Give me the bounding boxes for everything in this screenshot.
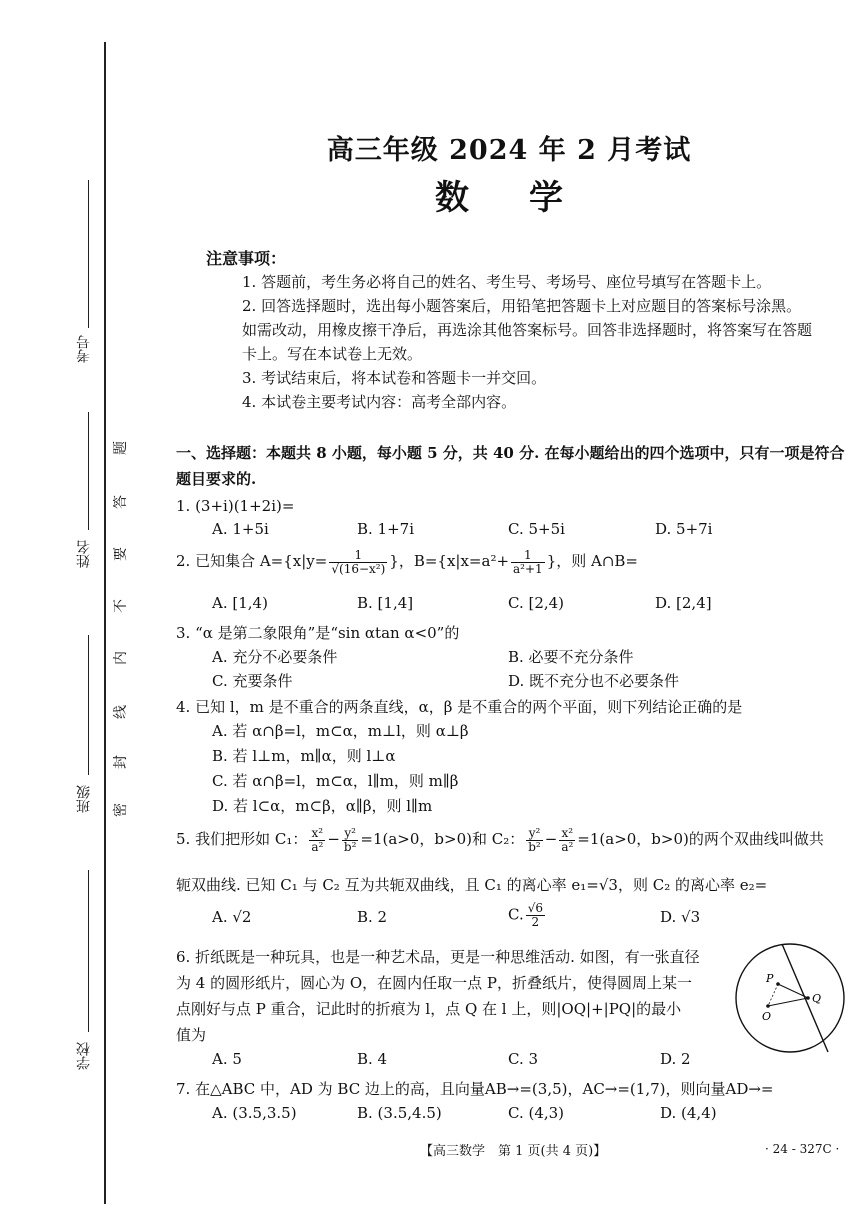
- question-3-stem: 3. “α 是第二象限角”是“sin αtan α<0”的: [176, 624, 460, 642]
- q5-stem-c: =1(a>0，b>0)的两个双曲线叫做共: [577, 830, 824, 848]
- name-label: 姓名: [76, 540, 92, 568]
- q5-stem-a: 5. 我们把形如 C₁：: [176, 830, 308, 848]
- option-c: C. 5+5i: [508, 520, 565, 538]
- folding-circle-figure: [734, 940, 846, 1056]
- option-c-fraction: [526, 902, 545, 929]
- school-line: [88, 870, 89, 1032]
- notice-heading: 注意事项：: [206, 249, 287, 268]
- q5-minus: −: [327, 830, 340, 848]
- q5-frac-den: a²: [311, 839, 324, 854]
- option-a: A. √2: [212, 908, 252, 926]
- q2-frac2-num: 1: [511, 549, 545, 563]
- option-b: B. (3.5,4.5): [357, 1104, 442, 1122]
- question-6-stem: [176, 944, 736, 1048]
- option-a: A. 1+5i: [212, 520, 269, 538]
- class-label: 班级: [76, 785, 92, 813]
- q6-line-3: 点刚好与点 P 重合，记此时的折痕为 l，点 Q 在 l 上，则|OQ|+|PQ|的最小: [176, 1000, 682, 1018]
- subject-title: 数学: [435, 178, 623, 218]
- label-o: O: [762, 1010, 772, 1023]
- option-b: B. 必要不充分条件: [508, 648, 634, 666]
- segment-pq: [778, 984, 808, 998]
- q5-fraction: [526, 827, 543, 854]
- notice-item-1: 1. 答题前，考生务必将自己的姓名、考生号、考场号、座位号填写在答题卡上。: [242, 273, 772, 291]
- option-a: A. 5: [212, 1050, 242, 1068]
- q6-line-2: 为 4 的圆形纸片，圆心为 O，在圆内任取一点 P，折叠纸片，使得圆周上某一: [176, 974, 693, 992]
- option-d: D. (4,4): [660, 1104, 717, 1122]
- question-2-stem: [176, 548, 856, 576]
- q5-frac-num: x²: [309, 827, 325, 841]
- option-c-den: 2: [531, 915, 540, 929]
- point-o: [766, 1004, 770, 1008]
- seal-char: 答: [113, 495, 129, 509]
- option-b: B. 2: [357, 908, 388, 926]
- q2-fraction-2: [511, 549, 545, 576]
- option-b: B. 4: [357, 1050, 388, 1068]
- point-p: [776, 982, 780, 986]
- q2-fraction-1: [329, 549, 387, 576]
- point-q: [806, 996, 810, 1000]
- question-5-line-2: 轭双曲线. 已知 C₁ 与 C₂ 互为共轭双曲线，且 C₁ 的离心率 e₁=√3，则 C₂ 的离心率 e₂=: [176, 876, 768, 894]
- q5-frac-den: b²: [528, 839, 541, 854]
- option-d: D. [2,4]: [655, 594, 712, 612]
- q5-fraction: [342, 827, 359, 854]
- option-b: B. 1+7i: [357, 520, 415, 538]
- question-5-stem: [176, 826, 856, 854]
- q5-stem-b: =1(a>0，b>0)和 C₂：: [360, 830, 525, 848]
- q5-frac-den: b²: [343, 839, 357, 854]
- q2-frac1-den: √(16−x²): [331, 561, 386, 576]
- option-d: D. √3: [660, 908, 701, 926]
- option-d: D. 既不充分也不必要条件: [508, 672, 680, 690]
- segment-po: [768, 984, 778, 1006]
- paper-code: · 24 - 327C ·: [765, 1142, 840, 1156]
- label-q: Q: [812, 992, 822, 1005]
- question-4-stem: 4. 已知 l，m 是不重合的两条直线，α，β 是不重合的两个平面，则下列结论正确的是: [176, 698, 743, 716]
- option-a: A. (3.5,3.5): [212, 1104, 297, 1122]
- seal-char: 要: [113, 547, 129, 561]
- notice-item-4: 4. 本试卷主要考试内容：高考全部内容。: [242, 393, 517, 411]
- option-c: C. 3: [508, 1050, 539, 1068]
- q6-line-1: 6. 折纸既是一种玩具，也是一种艺术品，更是一种思维活动. 如图，有一张直径: [176, 948, 700, 966]
- option-b: B. [1,4]: [357, 594, 414, 612]
- notice-item-3: 3. 考试结束后，将本试卷和答题卡一并交回。: [242, 369, 547, 387]
- q5-frac-den: a²: [561, 839, 574, 854]
- label-p: P: [766, 972, 774, 985]
- option-b: B. 若 l⊥m，m∥α，则 l⊥α: [212, 747, 396, 765]
- q2-stem-a: 2. 已知集合 A={x|y=: [176, 552, 328, 570]
- segment-oq: [768, 998, 808, 1006]
- crease-line: [782, 944, 828, 1052]
- q2-frac2-den: a²+1: [513, 561, 543, 576]
- question-1-stem: 1. (3+i)(1+2i)=: [176, 497, 295, 515]
- option-c: C. (4,3): [508, 1104, 565, 1122]
- seal-char: 内: [113, 651, 129, 665]
- page-footer: 【高三数学 第 1 页(共 4 页)】: [420, 1144, 607, 1159]
- exam-title: 高三年级 2024 年 2 月考试: [326, 135, 692, 166]
- option-c: C. 充要条件: [212, 672, 293, 690]
- exam-no-label: 考号: [76, 335, 92, 363]
- option-c-num: √6: [527, 901, 543, 915]
- class-line: [88, 635, 89, 775]
- option-a: A. 若 α∩β=l，m⊂α，m⊥l，则 α⊥β: [212, 722, 469, 740]
- seal-char: 不: [113, 599, 129, 613]
- option-a: A. [1,4): [212, 594, 268, 612]
- q5-frac-num: y²: [342, 827, 359, 841]
- q6-line-4: 值为: [176, 1026, 207, 1044]
- q2-stem-c: }，则 A∩B=: [546, 552, 638, 570]
- q5-fraction: [309, 827, 325, 854]
- section-1-heading: 一、选择题：本题共 8 小题，每小题 5 分，共 40 分. 在每小题给出的四个选项中，只有一项是符合题目要求的.: [176, 444, 845, 488]
- seal-char: 线: [113, 705, 129, 719]
- q2-stem-b: }，B={x|x=a²+: [389, 552, 510, 570]
- q2-frac1-num: 1: [329, 549, 387, 563]
- notice-item-2: 2. 回答选择题时，选出每小题答案后，用铅笔把答题卡上对应题目的答案标号涂黑。如需改动，用橡皮擦干净后，再选涂其他答案标号。回答非选择题时，将答案写在答题卡上。写在本试卷上无效。: [242, 297, 813, 363]
- option-a: A. 充分不必要条件: [212, 648, 338, 666]
- option-c-label: C.: [508, 905, 524, 924]
- q5-frac-num: x²: [559, 827, 575, 841]
- question-7-stem: 7. 在△ABC 中，AD 为 BC 边上的高，且向量AB→=(3,5)，AC→=(1,7)，则向量AD→=: [176, 1080, 774, 1098]
- option-d: D. 若 l⊂α，m⊂β，α∥β，则 l∥m: [212, 797, 433, 815]
- option-c: C. 若 α∩β=l，m⊂α，l∥m，则 m∥β: [212, 772, 459, 790]
- circle: [736, 944, 844, 1052]
- seal-char: 封: [113, 755, 129, 769]
- q5-minus: −: [544, 830, 558, 848]
- option-d: D. 2: [660, 1050, 691, 1068]
- seal-char: 题: [113, 441, 129, 455]
- option-c: [508, 902, 547, 929]
- option-c: C. [2,4): [508, 594, 565, 612]
- seal-char: 密: [113, 803, 129, 817]
- name-line: [88, 412, 89, 530]
- q5-fraction: [559, 827, 575, 854]
- school-label: 学校: [76, 1042, 92, 1070]
- option-d: D. 5+7i: [655, 520, 713, 538]
- q5-frac-num: y²: [526, 827, 543, 841]
- notice-body: [206, 270, 816, 414]
